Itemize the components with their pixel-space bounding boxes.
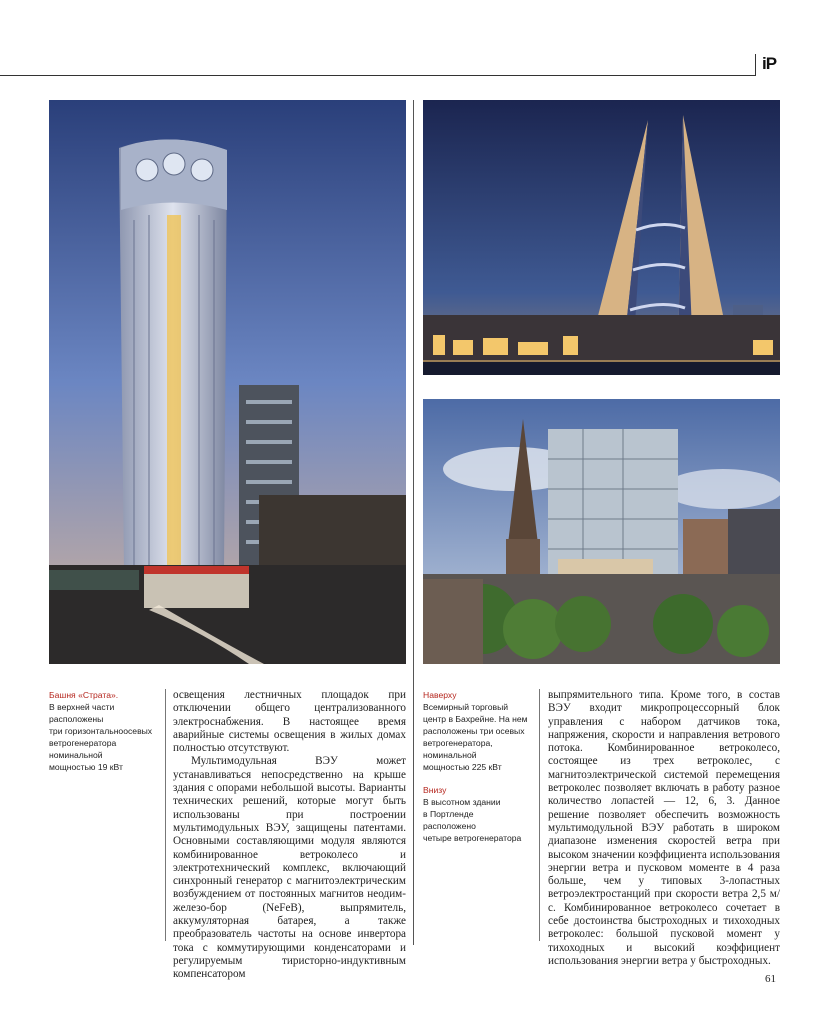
article-column-right <box>548 689 780 968</box>
caption-line: номинальной <box>423 750 477 760</box>
column-divider <box>413 100 414 945</box>
caption-title: Внизу <box>423 785 447 795</box>
caption-line: центр в Бахрейне. На нем <box>423 714 528 724</box>
page-number: 61 <box>765 973 776 985</box>
strata-tower-photo <box>49 100 406 664</box>
magazine-logo: iP <box>762 54 777 73</box>
column-rule <box>539 689 540 941</box>
caption-line: расположены <box>49 714 104 724</box>
caption-line: в Портленде расположено <box>423 809 476 831</box>
caption-line: мощностью 225 кВт <box>423 762 502 772</box>
caption-line: Всемирный торговый <box>423 702 509 712</box>
caption-title: Наверху <box>423 690 457 700</box>
article-column-left <box>173 689 406 982</box>
caption-line: мощностью 19 кВт <box>49 762 123 772</box>
caption-line: три горизонтальноосевых <box>49 726 153 736</box>
article-paragraph: Мультимодульная ВЭУ может устанавливаться непосредственно на крыше здания с опорами небольшой высоты. Варианты технических решений, которые могут быть использованы при построении мультимодульных ВЭУ, защищены патентами. Основными составляющими модуля являются комбинированное ветроколесо и электротехнический комплекс, включающий синхронный генератор с магнитоэлектрическим возбуждением от постоянных магнитов неодим-железо-бор (NeFeB), выпрямитель, аккумуляторная батарея, а также преобразователь частоты на основе инвертора тока с коммутирующими конденсаторами и регулируемым тиристорно-индуктивным компенсатором <box>173 755 406 981</box>
caption-line: В высотном здании <box>423 797 501 807</box>
header-divider <box>755 54 756 76</box>
caption-line: В верхней части <box>49 702 115 712</box>
bahrain-wtc-photo <box>423 100 780 375</box>
caption-bahrain-portland <box>423 689 528 844</box>
header-rule <box>0 75 756 76</box>
caption-line: ветрогенератора, <box>423 738 493 748</box>
caption-line: расположены три осевых <box>423 726 525 736</box>
column-rule <box>165 689 166 941</box>
caption-line: номинальной <box>49 750 103 760</box>
caption-title: Башня «Страта». <box>49 690 119 700</box>
caption-strata <box>49 689 154 773</box>
caption-line: четыре ветрогенератора <box>423 833 522 843</box>
article-paragraph: выпрямительного типа. Кроме того, в состав ВЭУ входит микропроцессорный блок управления с набором датчиков тока, напряжения, скорости и направления ветрового потока. Комбинированное ветроколесо, состоящее из трех ветроколес, с магнитоэлектрической системой перемещения ветроколес позволяет включать в работу разное количество лопастей — 12, 6, 3. Данное решение позволяет обеспечить возможность мультимодульной ВЭУ работать в широком диапазоне изменения скоростей ветра при высоком значении коэффициента использования энергии ветра и пусковом моменте в 4 раза больше, чем у типовых 3-лопастных ветроэлектростанций при скорости ветра 2,5 м/с. Комбинированное ветроколесо сочетает в себе достоинства быстроходных и тихоходных ветроколес: большой пусковой момент у тихоходных и высокий коэффициент использования энергии ветра у быстроходных. <box>548 689 780 967</box>
portland-building-photo <box>423 399 780 664</box>
article-paragraph: освещения лестничных площадок при отключении общего централизованного электроснабжения. В настоящее время аварийные системы освещения в жилых домах полностью отсутствуют. <box>173 689 406 755</box>
caption-line: ветрогенератора <box>49 738 117 748</box>
